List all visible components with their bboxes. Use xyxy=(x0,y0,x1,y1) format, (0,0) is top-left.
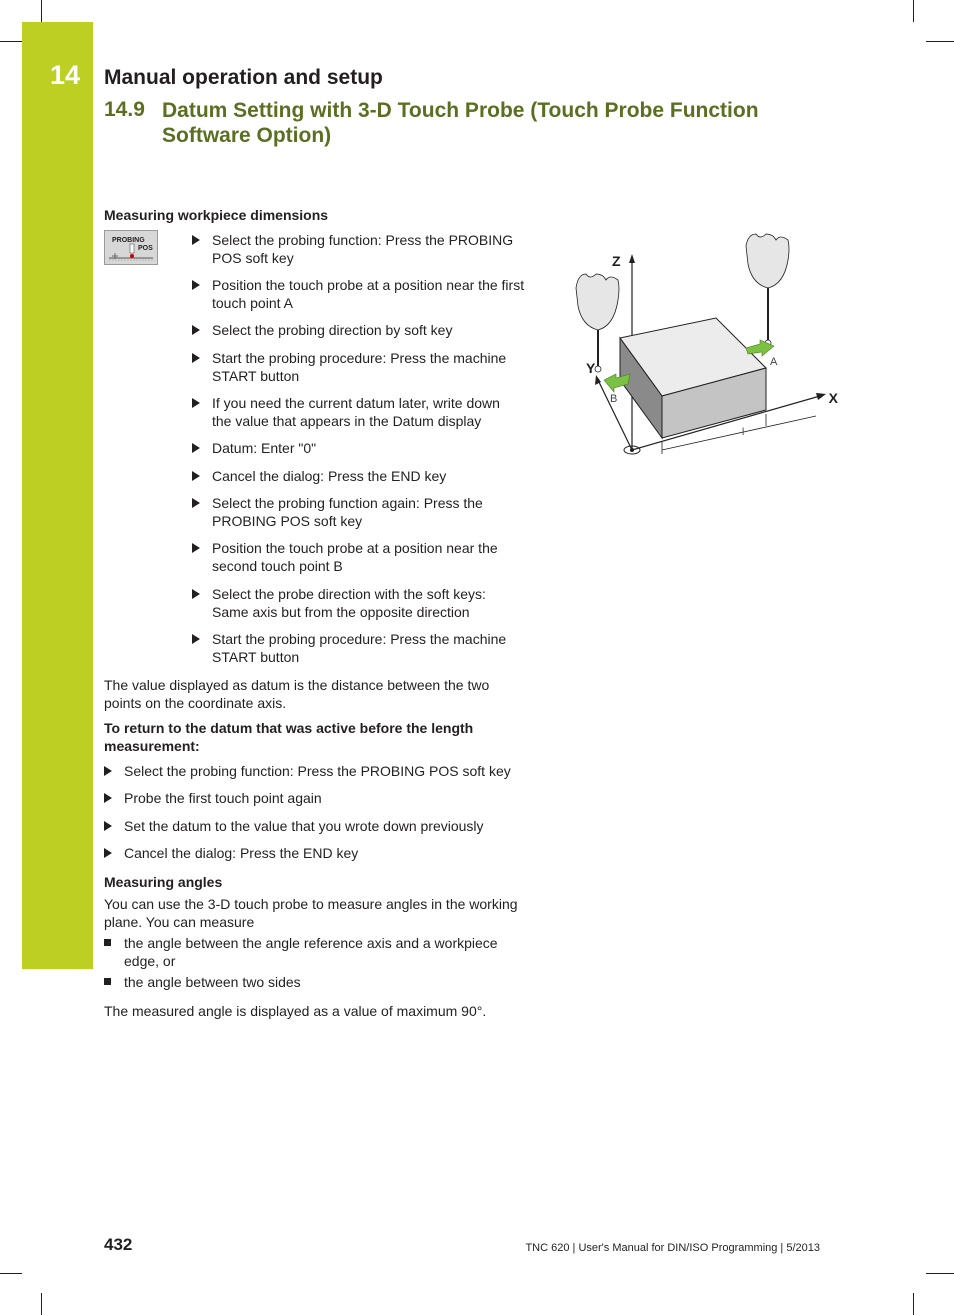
crop-mark xyxy=(926,41,954,42)
step-line: Start the probing procedure: Press the machine xyxy=(212,631,507,647)
step-line: Select the probing function: Press the PROBING xyxy=(212,232,514,248)
touch-probe-figure xyxy=(570,228,840,468)
y-axis-line xyxy=(598,380,632,450)
bullet-text xyxy=(124,973,544,991)
step-line: touch point A xyxy=(212,295,293,311)
result-text xyxy=(104,676,544,712)
heading-line: measurement: xyxy=(104,738,200,754)
step-text xyxy=(212,494,552,530)
step-line: START button xyxy=(212,368,300,384)
arrow-bullet-icon xyxy=(192,353,200,363)
step-text: Set the datum to the value that you wrote down previously xyxy=(124,818,484,834)
bullet-line: the angle between the angle reference axis and a workpiece xyxy=(124,935,498,951)
heading-measuring-dimensions: Measuring workpiece dimensions xyxy=(104,207,329,223)
arrow-bullet-icon xyxy=(192,398,200,408)
step-line: START button xyxy=(212,649,300,665)
axis-label-y: Y xyxy=(586,360,596,376)
section-number: 14.9 xyxy=(104,98,145,121)
square-bullet-icon xyxy=(104,978,111,985)
heading-line: To return to the datum that was active before the length xyxy=(104,720,474,736)
crop-mark xyxy=(913,1293,914,1315)
step-text xyxy=(212,231,552,267)
heading-return-datum xyxy=(104,719,473,755)
arrow-bullet-icon xyxy=(192,443,200,453)
angles-intro xyxy=(104,895,544,931)
arrow-bullet-icon xyxy=(192,543,200,553)
step-line: Select the probing function again: Press the xyxy=(212,495,483,511)
step-line: If you need the current datum later, write down xyxy=(212,395,500,411)
step-text xyxy=(212,349,552,385)
arrow-bullet-icon xyxy=(192,498,200,508)
arrow-bullet-icon xyxy=(104,766,112,776)
step-text xyxy=(212,276,552,312)
bullet-line: the angle between two sides xyxy=(124,974,301,990)
step-line: Select the probing direction by soft key xyxy=(212,322,453,338)
axis-label-x: X xyxy=(828,390,838,406)
chapter-side-bar xyxy=(22,22,93,969)
arrow-bullet-icon xyxy=(192,634,200,644)
footer-text: TNC 620 | User's Manual for DIN/ISO Programming | 5/2013 xyxy=(525,1242,820,1254)
arrow-bullet-icon xyxy=(104,793,112,803)
page-number: 432 xyxy=(104,1235,133,1254)
arrow-bullet-icon xyxy=(192,471,200,481)
step-text xyxy=(212,439,552,457)
intro-line: You can use the 3-D touch probe to measure angles in the working xyxy=(104,896,518,912)
step-line: PROBING POS soft key xyxy=(212,513,363,529)
arrow-bullet-icon xyxy=(104,821,112,831)
softkey-line1: PROBING xyxy=(112,237,145,244)
section-title: Datum Setting with 3-D Touch Probe (Touch Probe Function Software Option) xyxy=(162,99,759,147)
step-line: Position the touch probe at a position near the first xyxy=(212,277,525,293)
crop-mark xyxy=(913,0,914,22)
point-label-a: A xyxy=(770,356,778,368)
step-line: Start the probing procedure: Press the machine xyxy=(212,350,507,366)
step-text xyxy=(212,585,552,621)
step-line: Cancel the dialog: Press the END key xyxy=(212,468,447,484)
step-line: Position the touch probe at a position near the xyxy=(212,540,498,556)
step-line: second touch point B xyxy=(212,558,343,574)
step-text xyxy=(212,467,552,485)
bullet-line: edge, or xyxy=(124,953,176,969)
step-line: Select the probe direction with the soft keys: xyxy=(212,586,486,602)
step-text: Cancel the dialog: Press the END key xyxy=(124,845,359,861)
dimension-label: l xyxy=(742,427,745,438)
result-line: points on the coordinate axis. xyxy=(104,695,287,711)
step-line: Datum: Enter "0" xyxy=(212,440,317,456)
step-line: Same axis but from the opposite direction xyxy=(212,604,470,620)
step-text: Select the probing function: Press the PROBING POS soft key xyxy=(124,763,511,779)
probing-pos-softkey-icon xyxy=(104,230,158,265)
step-text: Probe the first touch point again xyxy=(124,790,322,806)
axis-label-z: Z xyxy=(612,253,621,269)
angles-closing: The measured angle is displayed as a value of maximum 90°. xyxy=(104,1003,487,1019)
arrow-bullet-icon xyxy=(104,848,112,858)
crop-mark xyxy=(926,1273,954,1274)
result-line: The value displayed as datum is the distance between the two xyxy=(104,677,490,693)
chapter-title: Manual operation and setup xyxy=(104,66,383,89)
arrow-bullet-icon xyxy=(192,280,200,290)
step-line: the value that appears in the Datum display xyxy=(212,413,482,429)
point-label-b: B xyxy=(610,393,618,405)
arrow-bullet-icon xyxy=(192,235,200,245)
step-text xyxy=(212,630,552,666)
intro-line: plane. You can measure xyxy=(104,914,255,930)
crop-mark xyxy=(0,1273,22,1274)
step-text xyxy=(212,321,552,339)
probe-arrow-b xyxy=(604,374,630,392)
softkey-line2: POS xyxy=(138,245,153,252)
crop-mark xyxy=(0,41,22,42)
arrow-bullet-icon xyxy=(192,589,200,599)
step-text xyxy=(212,394,552,430)
square-bullet-icon xyxy=(104,939,111,946)
chapter-number: 14 xyxy=(50,60,81,90)
crop-mark xyxy=(41,0,42,22)
arrow-bullet-icon xyxy=(192,325,200,335)
bullet-text xyxy=(124,934,544,970)
heading-measuring-angles: Measuring angles xyxy=(104,874,223,890)
crop-mark xyxy=(41,1293,42,1315)
step-text xyxy=(212,539,552,575)
step-line: POS soft key xyxy=(212,250,294,266)
